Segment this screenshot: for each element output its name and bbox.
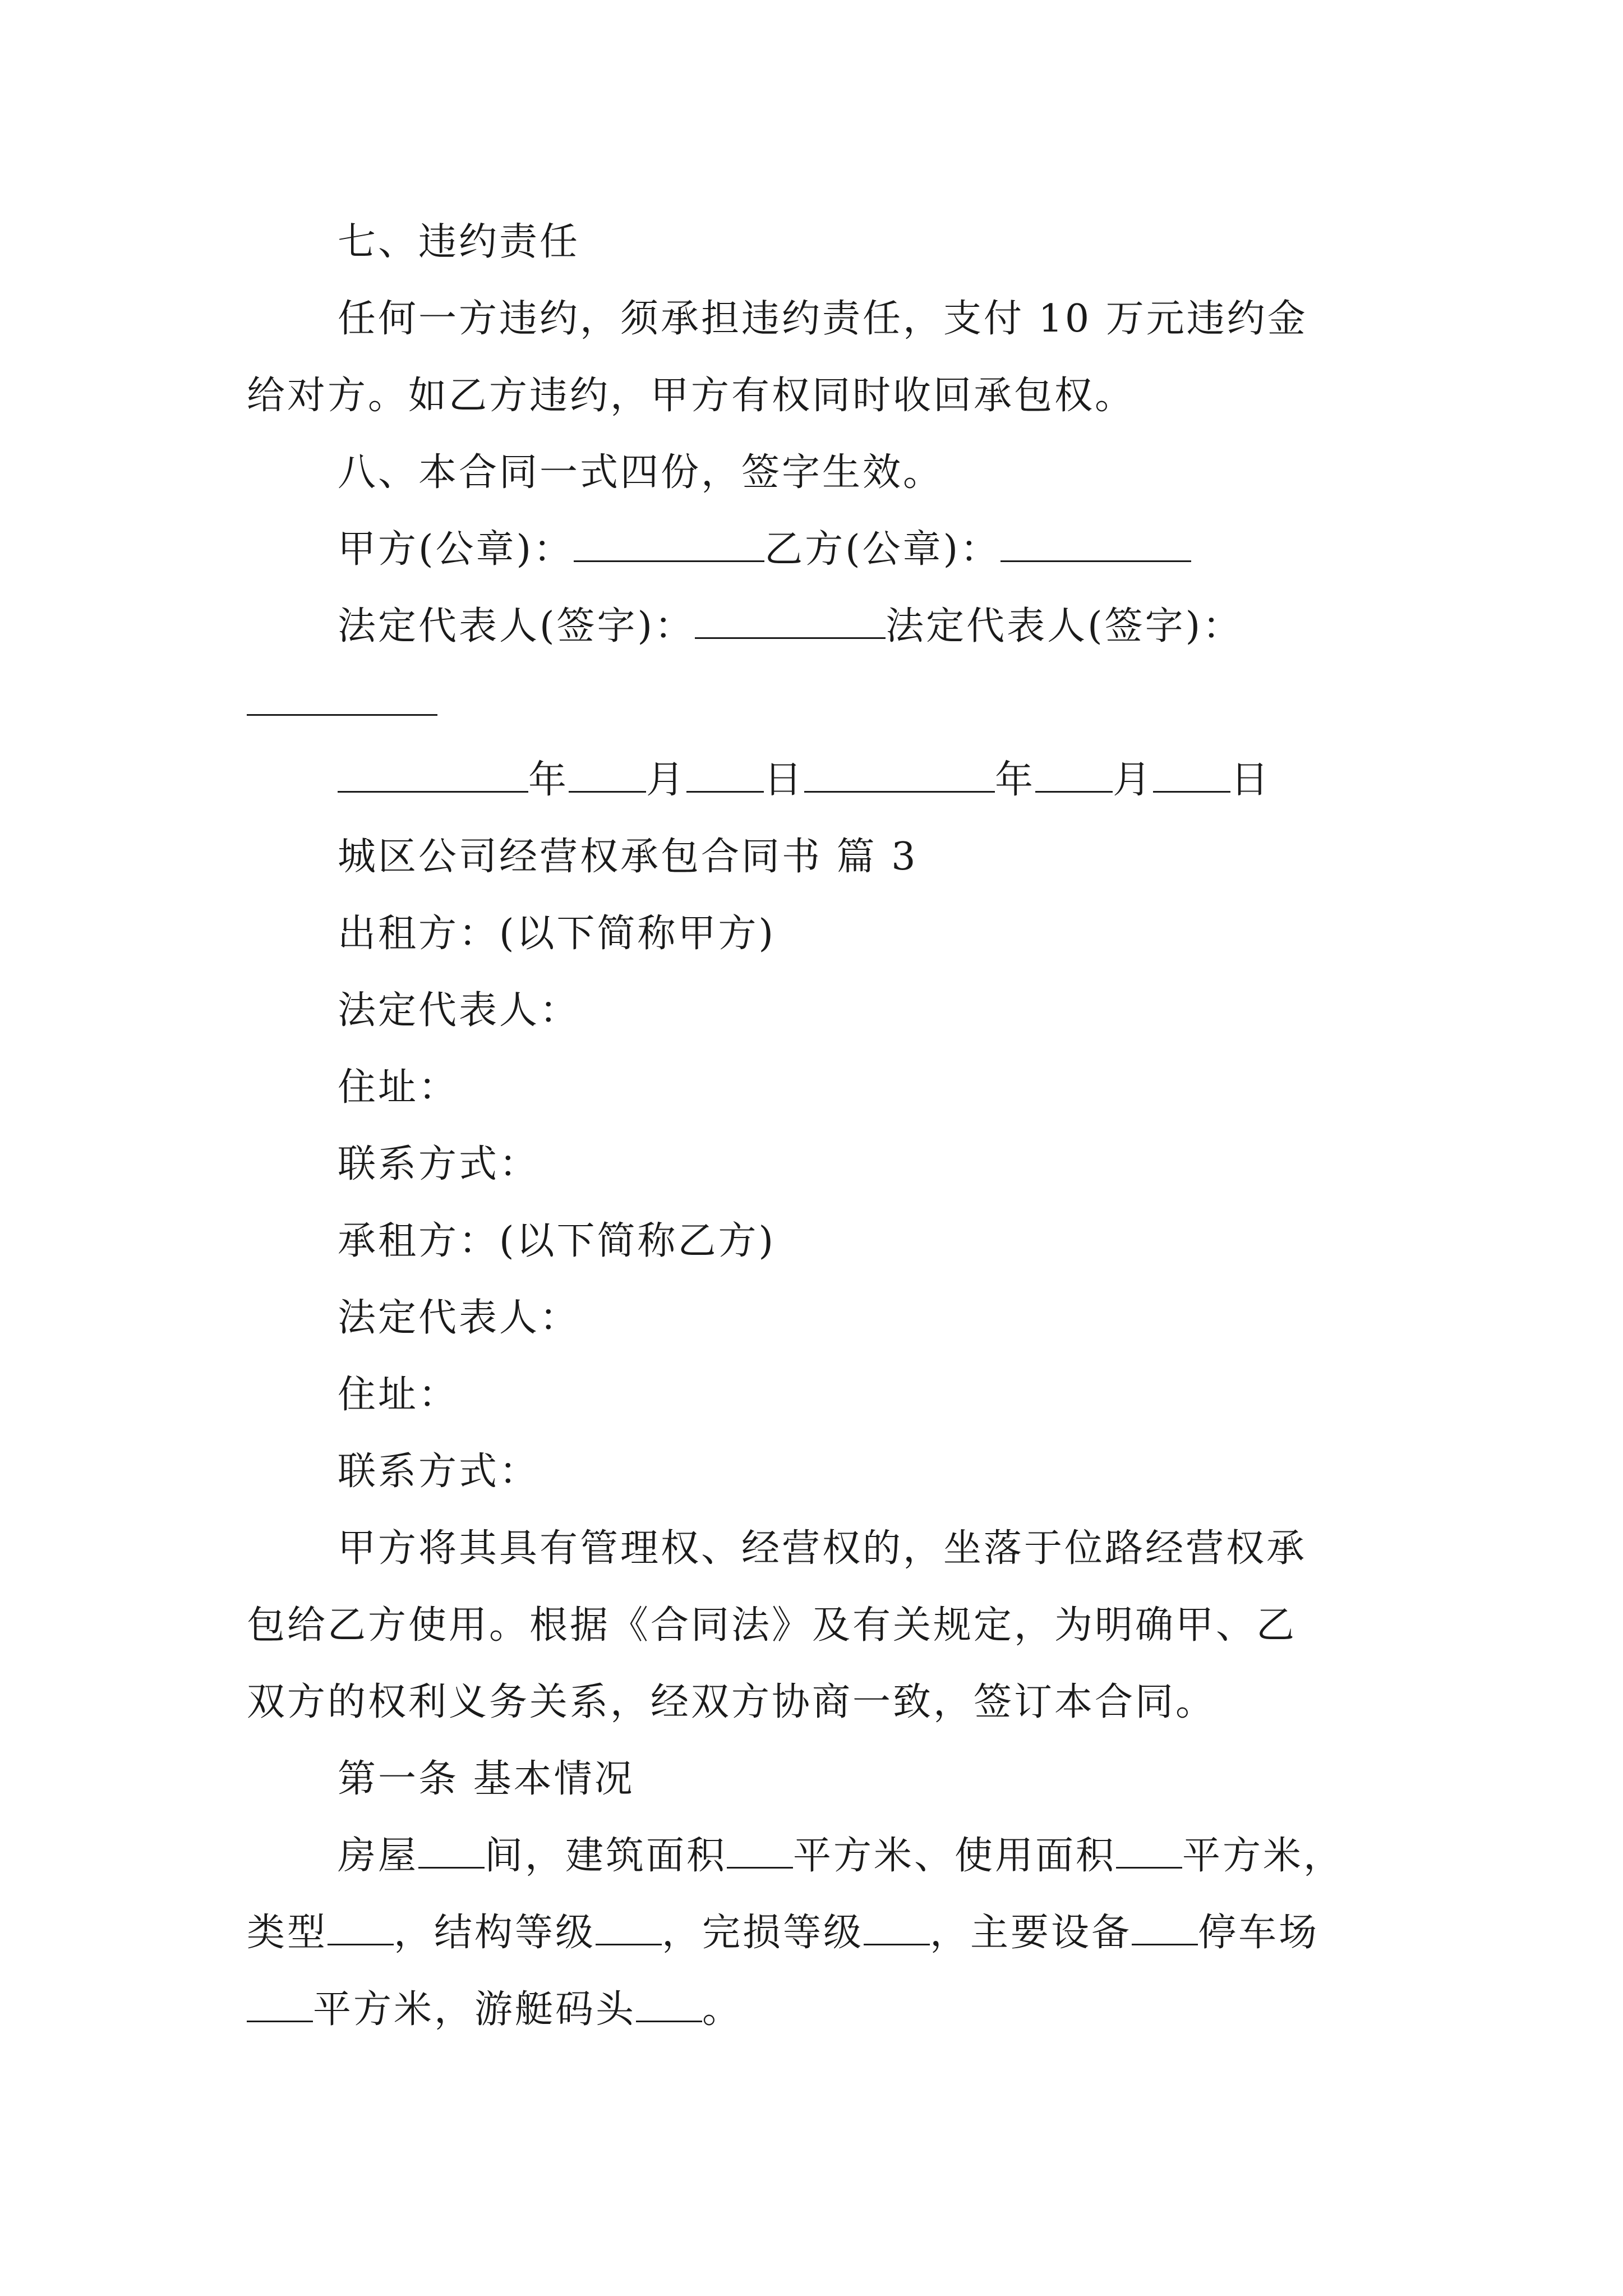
blank-underline <box>1132 1940 1198 1945</box>
text-segment: 停车场 <box>1198 1911 1320 1955</box>
field-label: 法定代表人： <box>338 988 580 1033</box>
text-segment: 间，建筑面积 <box>485 1834 727 1878</box>
blank-underline <box>1153 788 1230 793</box>
blank-underline <box>596 1940 662 1945</box>
blank-underline <box>1000 557 1191 562</box>
blank-underline <box>1116 1864 1182 1869</box>
section-heading-copies: 八、本合同一式四份，签字生效。 <box>338 450 944 495</box>
blank-underline <box>247 2017 313 2022</box>
field-label: 联系方式： <box>338 1450 540 1494</box>
section-heading-breach: 七、违约责任 <box>338 220 580 264</box>
blank-underline <box>636 2017 702 2022</box>
paragraph-line: 任何一方违约，须承担违约责任，支付 10 万元违约金 <box>338 297 1308 341</box>
party-b-seal-label: 乙方(公章)： <box>764 527 1001 572</box>
blank-underline <box>418 1864 485 1869</box>
signature-line-representative <box>338 604 1243 648</box>
blank-underline <box>574 557 764 562</box>
date-month-label: 月 <box>646 758 687 802</box>
field-label: 法定代表人： <box>338 1296 580 1340</box>
date-month-label: 月 <box>1113 758 1154 802</box>
blank-underline <box>338 788 528 793</box>
basic-info-line <box>247 1987 743 2032</box>
signature-continuation <box>247 684 437 723</box>
paragraph-line: 给对方。如乙方违约，甲方有权同时收回承包权。 <box>247 374 1136 418</box>
date-line <box>338 758 1271 802</box>
field-label: 住址： <box>338 1065 459 1110</box>
blank-underline <box>569 788 646 793</box>
paragraph-line: 甲方将其具有管理权、经营权的，坐落于位路经营权承 <box>338 1526 1307 1571</box>
paragraph-line: 包给乙方使用。根据《合同法》及有关规定，为明确甲、乙 <box>247 1603 1297 1648</box>
party-b-rep-label: 法定代表人(签字)： <box>886 604 1243 648</box>
text-segment: 。 <box>702 1987 743 2032</box>
text-segment: 平方米、使用面积 <box>793 1834 1117 1878</box>
article-heading: 第一条 基本情况 <box>338 1757 635 1801</box>
signature-line-seal <box>338 527 1191 572</box>
blank-underline <box>695 634 886 639</box>
date-day-label: 日 <box>764 758 805 802</box>
text-segment: 房屋 <box>338 1834 419 1878</box>
lessee-line: 承租方：(以下简称乙方) <box>338 1219 776 1263</box>
contract-title: 城区公司经营权承包合同书 篇 3 <box>338 835 918 879</box>
paragraph-line: 双方的权利义务关系，经双方协商一致，签订本合同。 <box>247 1680 1216 1724</box>
lessor-line: 出租方：(以下简称甲方) <box>338 912 776 956</box>
field-label: 住址： <box>338 1373 459 1417</box>
date-year-label: 年 <box>528 758 569 802</box>
blank-underline <box>804 788 995 793</box>
text-segment: ，主要设备 <box>930 1911 1132 1955</box>
field-label: 联系方式： <box>338 1142 540 1186</box>
text-segment: 类型 <box>247 1911 328 1955</box>
party-a-seal-label: 甲方(公章)： <box>338 527 574 572</box>
blank-underline <box>247 711 437 716</box>
basic-info-line <box>247 1911 1320 1955</box>
text-segment: 平方米， <box>1182 1834 1344 1878</box>
basic-info-line <box>338 1834 1344 1878</box>
text-segment: ，完损等级 <box>662 1911 864 1955</box>
text-segment: 平方米，游艇码头 <box>313 1987 637 2032</box>
blank-underline <box>1035 788 1113 793</box>
party-a-rep-label: 法定代表人(签字)： <box>338 604 695 648</box>
date-day-label: 日 <box>1230 758 1271 802</box>
blank-underline <box>328 1940 394 1945</box>
date-year-label: 年 <box>995 758 1036 802</box>
blank-underline <box>686 788 764 793</box>
blank-underline <box>864 1940 930 1945</box>
blank-underline <box>727 1864 793 1869</box>
text-segment: ，结构等级 <box>394 1911 596 1955</box>
